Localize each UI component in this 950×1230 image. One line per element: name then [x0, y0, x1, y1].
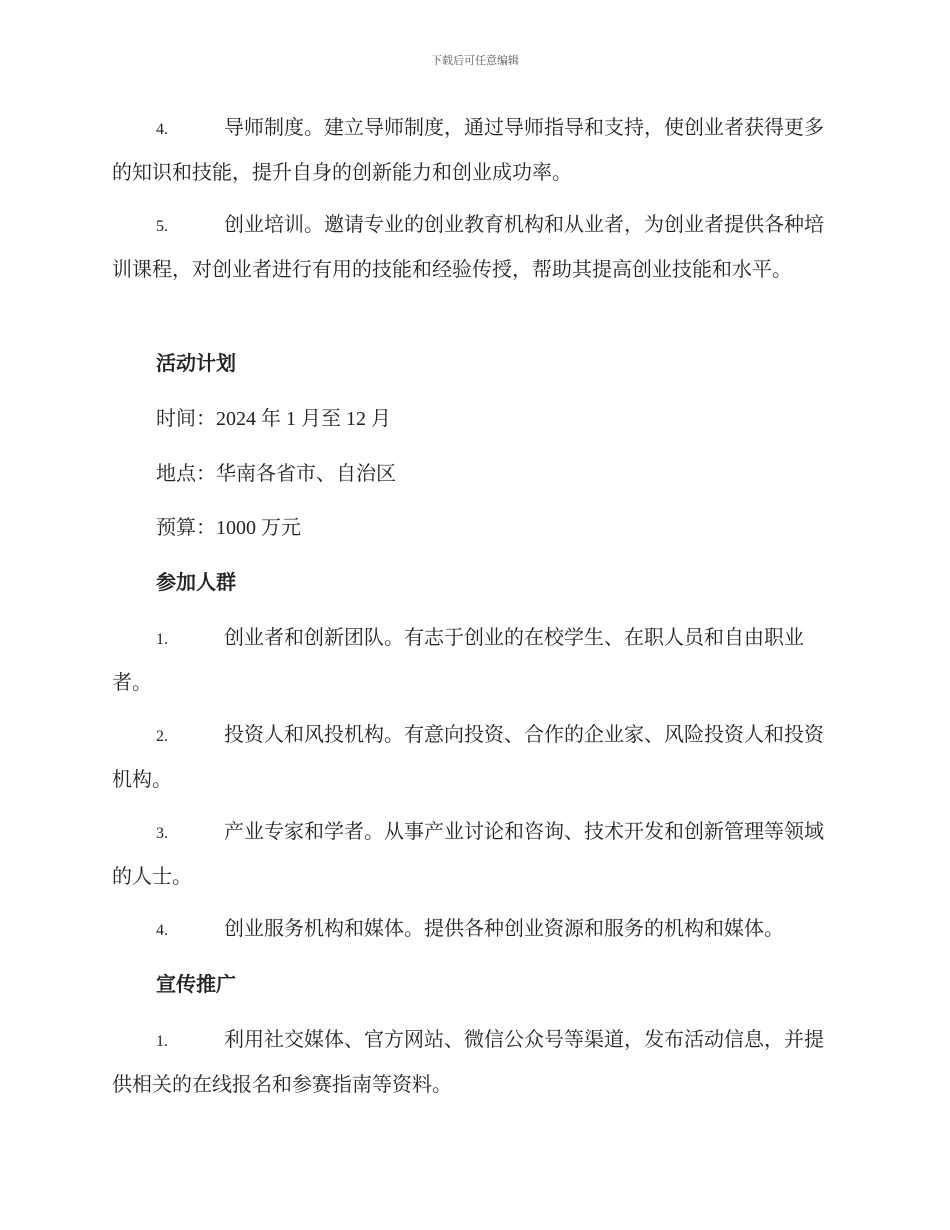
- audience-item: [112, 810, 834, 898]
- time-value: 2024 年 1 月至 12 月: [216, 408, 391, 430]
- item-text: 创业者和创新团队。有志于创业的在校学生、在职人员和自由职业者。: [112, 625, 804, 694]
- audience-item: [112, 907, 834, 952]
- item-number: 3.: [156, 825, 168, 842]
- item-text: 创业服务机构和媒体。提供各种创业资源和服务的机构和媒体。: [224, 916, 784, 940]
- plan-budget-line: [156, 512, 301, 543]
- promotion-item: [112, 1018, 834, 1106]
- item-number: 1.: [156, 631, 168, 648]
- audience-item: [112, 616, 834, 704]
- training-paragraph: [112, 203, 834, 291]
- section-heading-plan: 活动计划: [156, 351, 236, 375]
- place-value: 华南各省市、自治区: [216, 463, 396, 485]
- plan-place-line: [156, 458, 396, 489]
- plan-time-line: [156, 403, 391, 434]
- item-number: 1.: [156, 1033, 168, 1050]
- item-text: 创业培训。邀请专业的创业教育机构和从业者，为创业者提供各种培训课程，对创业者进行有用的技能和经验传授，帮助其提高创业技能和水平。: [112, 212, 824, 281]
- place-label: 地点：: [156, 461, 216, 485]
- mentor-paragraph: [112, 106, 834, 194]
- item-number: 2.: [156, 728, 168, 745]
- time-label: 时间：: [156, 406, 216, 430]
- item-number: 4.: [156, 922, 168, 939]
- item-text: 导师制度。建立导师制度，通过导师指导和支持，使创业者获得更多的知识和技能，提升自身的创新能力和创业成功率。: [112, 115, 824, 184]
- budget-label: 预算：: [156, 515, 216, 539]
- page-header: 下载后可任意编辑: [431, 54, 519, 67]
- section-heading-audience: 参加人群: [156, 570, 236, 594]
- budget-value: 1000 万元: [216, 517, 301, 539]
- item-text: 产业专家和学者。从事产业讨论和咨询、技术开发和创新管理等领域的人士。: [112, 819, 824, 888]
- item-text: 投资人和风投机构。有意向投资、合作的企业家、风险投资人和投资机构。: [112, 722, 824, 791]
- item-number: 5.: [156, 218, 168, 235]
- section-heading-promotion: 宣传推广: [156, 972, 236, 996]
- audience-item: [112, 713, 834, 801]
- item-number: 4.: [156, 121, 168, 138]
- item-text: 利用社交媒体、官方网站、微信公众号等渠道，发布活动信息，并提供相关的在线报名和参赛指南等资料。: [112, 1027, 824, 1096]
